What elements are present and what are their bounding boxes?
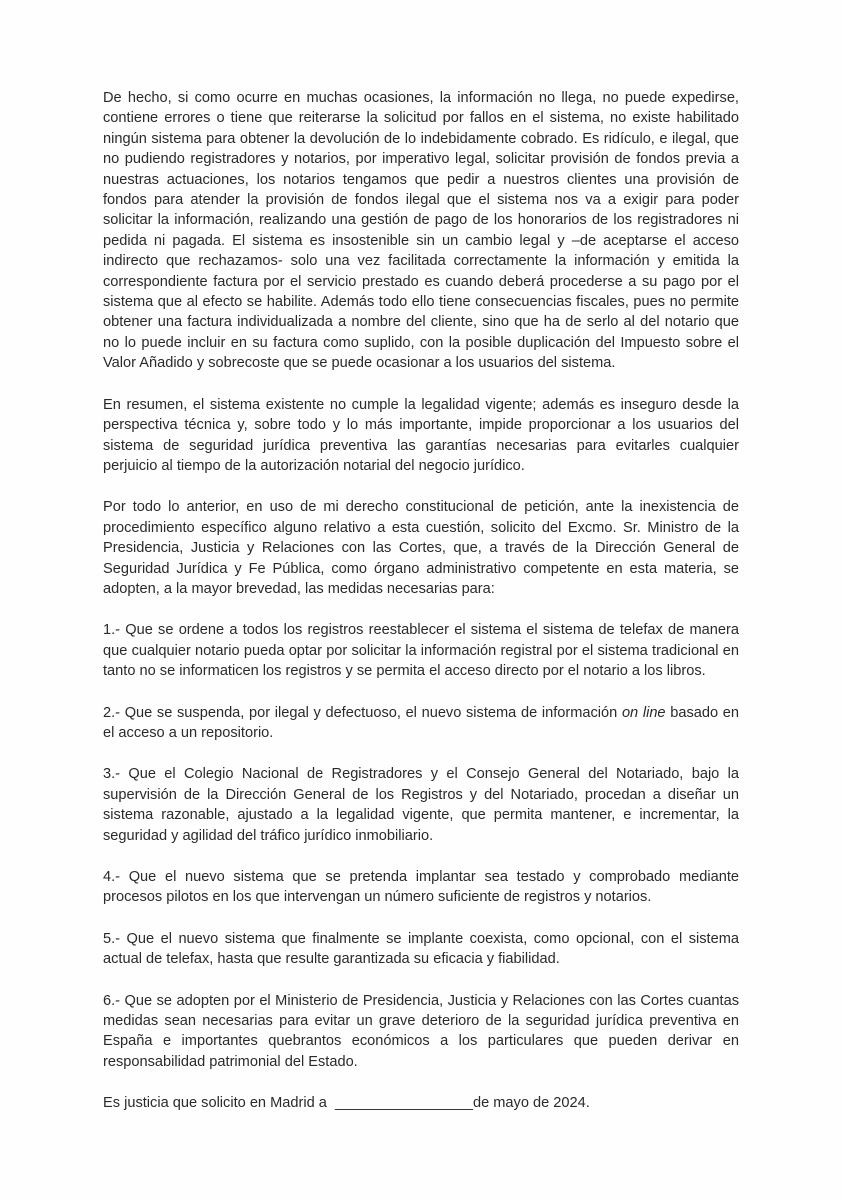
request-item-2	[103, 703, 739, 744]
request-item-2-italic: on line	[621, 704, 666, 721]
closing-line: Es justicia que solicito en Madrid a _________________de mayo de 2024.	[103, 1095, 590, 1112]
request-item-2-text-after: basado en el acceso a un repositorio.	[103, 704, 739, 741]
document-body	[103, 88, 739, 1114]
request-item-3: 3.- Que el Colegio Nacional de Registradores y el Consejo General del Notariado, bajo la supervisión de la Dirección General de los Registros y del Notariado, procedan a diseñar un sistema razonable, ajustado a la legalidad vigente, que permita mantener, e incrementar, la seguridad y agilidad del tráfico jurídico inmobiliario.	[103, 766, 739, 844]
request-item-5: 5.- Que el nuevo sistema que finalmente se implante coexista, como opcional, con el sistema actual de telefax, hasta que resulte garantizada su eficacia y fiabilidad.	[103, 930, 739, 968]
request-item-1: 1.- Que se ordene a todos los registros reestablecer el sistema el sistema de telefax de manera que cualquier notario pueda optar por solicitar la información registral por el sistema tradicional en tanto no se informaticen los registros y se permita el acceso directo por el notario a los libros.	[103, 622, 739, 680]
paragraph-refund-issue: De hecho, si como ocurre en muchas ocasiones, la información no llega, no puede expedirse, contiene errores o tiene que reiterarse la solicitud por fallos en el sistema, no existe habilitado ningún sistema para obtener la devolución de lo indebidamente cobrado. Es ridículo, e ilegal, que no pudiendo registradores y notarios, por imperativo legal, solicitar provisión de fondos previa a nuestras actuaciones, los notarios tengamos que pedir a nuestros clientes una provisión de fondos para atender la provisión de fondos ilegal que el sistema nos va a exigir para poder solicitar la información, realizando una gestión de pago de los honorarios de los registradores ni pedida ni pagada. El sistema es insostenible sin un cambio legal y –de aceptarse el acceso indirecto que rechazamos- solo una vez facilitada correctamente la información y emitida la correspondiente factura por el servicio prestado es cuando deberá procederse a su pago por el sistema que al efecto se habilite. Además todo ello tiene consecuencias fiscales, pues no permite obtener una factura individualizada a nombre del cliente, sino que ha de serlo al del notario que no lo puede incluir en su factura como suplido, con la posible duplicación del Impuesto sobre el Valor Añadido y sobrecoste que se puede ocasionar a los usuarios del sistema.	[103, 90, 739, 372]
request-item-4: 4.- Que el nuevo sistema que se pretenda implantar sea testado y comprobado mediante procesos pilotos en los que intervengan un número suficiente de registros y notarios.	[103, 869, 739, 906]
paragraph-petition: Por todo lo anterior, en uso de mi derecho constitucional de petición, ante la inexistencia de procedimiento específico alguno relativo a esta cuestión, solicito del Excmo. Sr. Ministro de la Presidencia, Justicia y Relaciones con las Cortes, que, a través de la Dirección General de Seguridad Jurídica y Fe Pública, como órgano administrativo competente en esta materia, se adopten, a la mayor brevedad, las medidas necesarias para:	[103, 499, 739, 597]
request-item-6: 6.- Que se adopten por el Ministerio de Presidencia, Justicia y Relaciones con las Cortes cuantas medidas sean necesarias para evitar un grave deterioro de la seguridad jurídica preventiva en España e importantes quebrantos económicos a los particulares que pueden derivar en responsabilidad patrimonial del Estado.	[103, 992, 739, 1070]
request-item-2-text-before: 2.- Que se suspenda, por ilegal y defectuoso, el nuevo sistema de información	[103, 704, 622, 721]
paragraph-summary: En resumen, el sistema existente no cumple la legalidad vigente; además es inseguro desde la perspectiva técnica y, sobre todo y lo más importante, impide proporcionar a los usuarios del sistema de seguridad jurídica preventiva las garantías necesarias para evitarles cualquier perjuicio al tiempo de la autorización notarial del negocio jurídico.	[103, 396, 739, 474]
